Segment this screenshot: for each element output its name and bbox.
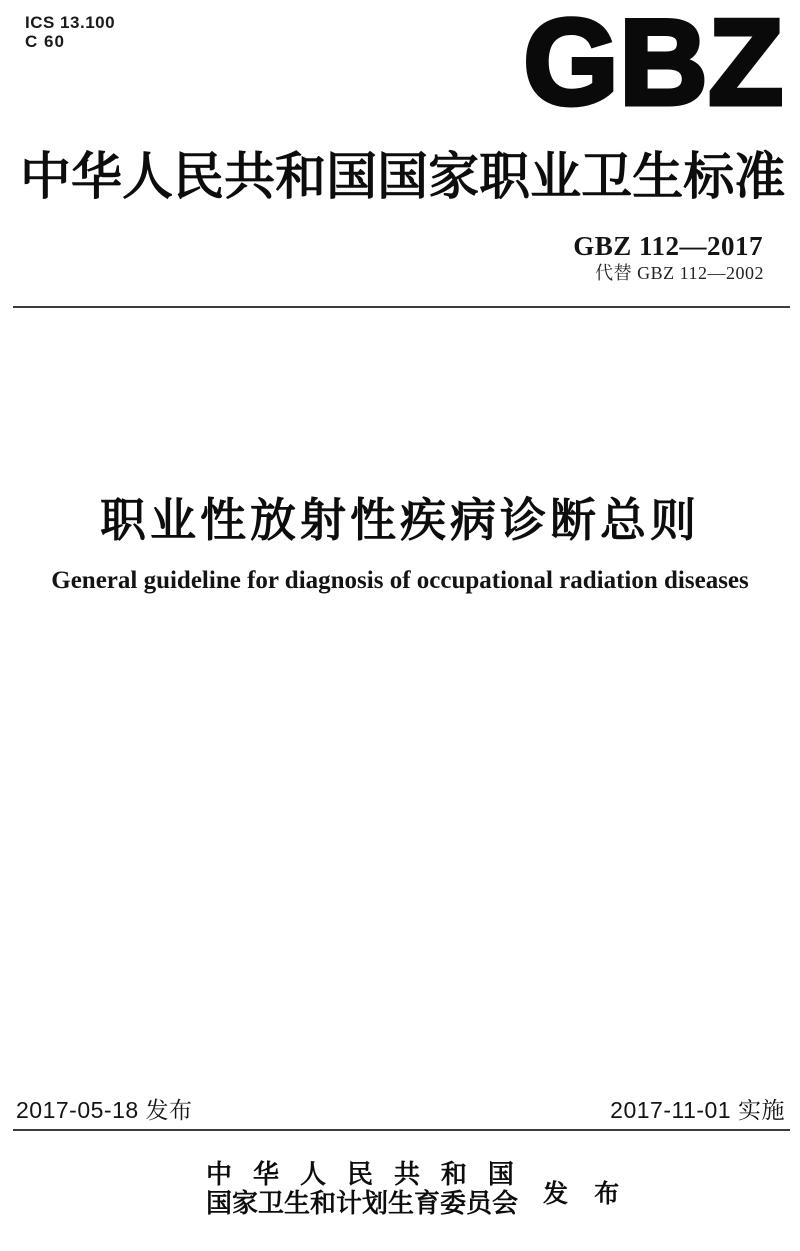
document-title-chinese: 职业性放射性疾病诊断总则 — [100, 494, 700, 546]
issuing-authority — [206, 1160, 519, 1219]
issuer-country-line: 中 华 人 民 共 和 国 — [206, 1160, 514, 1189]
ics-code: ICS 13.100 — [25, 13, 116, 32]
standard-header-title: 中 华 人 民 共 和 国 国 家 职 业 卫 生 标 准 — [20, 150, 786, 206]
issuer-commission-line: 国家卫生和计划生育委员会 — [206, 1189, 519, 1218]
document-title-english: General guideline for diagnosis of occupational radiation diseases — [51, 567, 749, 594]
publish-label: 发 布 — [543, 1181, 630, 1208]
bottom-divider-rule — [13, 1129, 790, 1131]
implement-date: 2017-11-01 实施 — [610, 1097, 785, 1123]
classification-code: C 60 — [25, 32, 65, 51]
date-row — [16, 1092, 785, 1125]
gbz-logo: GBZ — [523, 0, 784, 130]
top-divider-rule — [13, 306, 790, 308]
replaces-note: 代替 GBZ 112—2002 — [595, 263, 764, 283]
issue-date: 2017-05-18 发布 — [16, 1097, 193, 1123]
standard-number: GBZ 112—2017 — [573, 231, 763, 261]
